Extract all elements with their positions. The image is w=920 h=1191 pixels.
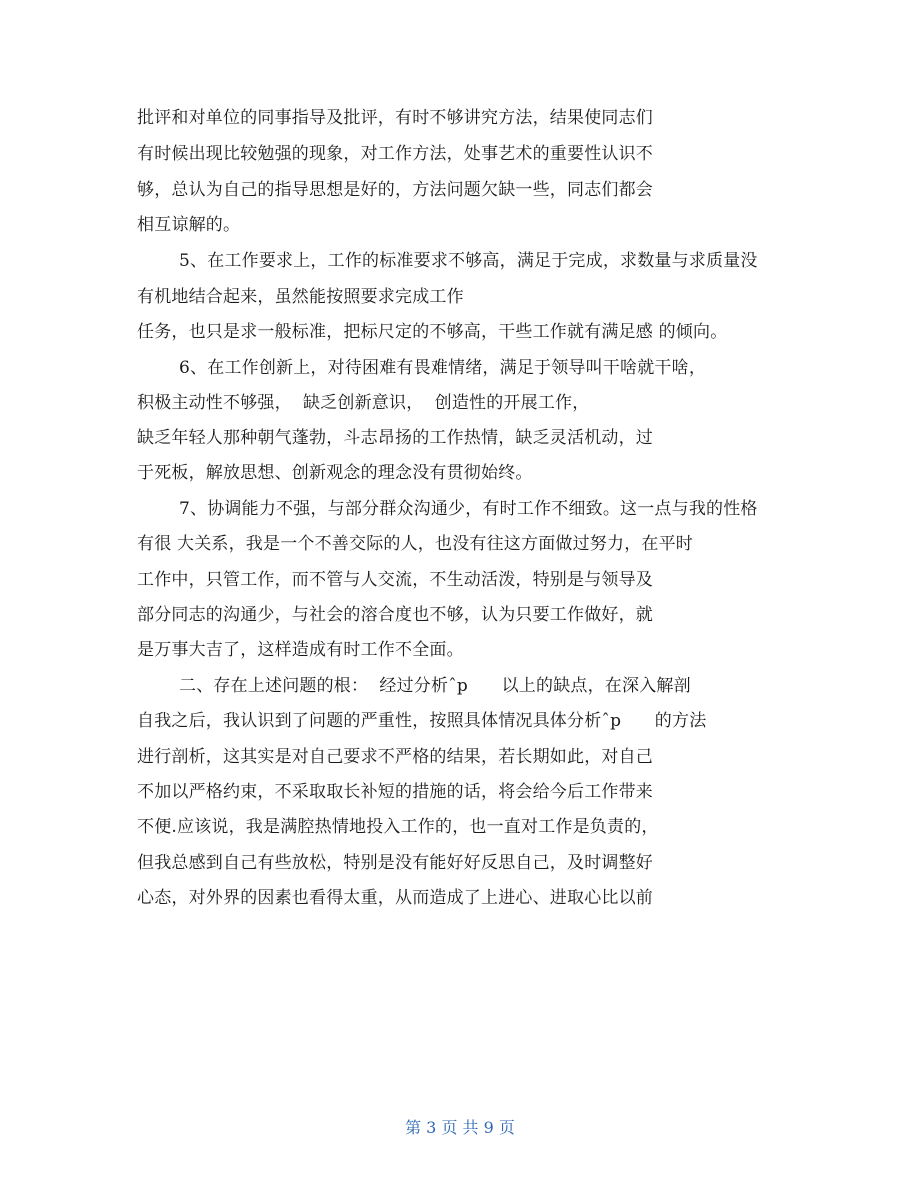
text-line: 进行剖析，这其实是对自己要求不严格的结果，若长期如此，对自己 [137,747,653,767]
text-line: 有机地结合起来，虽然能按照要求完成工作 [137,287,464,307]
text-line: 批评和对单位的同事指导及批评，有时不够讲究方法，结果使同志们 [137,108,653,128]
text-line: 工作中，只管工作，而不管与人交流，不生动活泼，特别是与领导及 [137,570,653,590]
text-line: 6、在工作创新上，对待困难有畏难情绪，满足于领导叫干啥就干啥， [179,358,707,378]
text-line: 自我之后，我认识到了问题的严重性，按照具体情况具体分析ˆp 的方法 [137,711,707,731]
text-line: 于死板，解放思想、创新观念的理念没有贯彻始终。 [137,463,533,483]
text-line: 有很 大关系，我是一个不善交际的人，也没有往这方面做过努力，在平时 [137,534,694,554]
text-line: 缺乏年轻人那种朝气蓬勃，斗志昂扬的工作热情，缺乏灵活机动，过 [137,428,653,448]
text-line: 但我总感到自己有些放松，特别是没有能好好反思自己，及时调整好 [137,853,653,873]
text-line: 任务，也只是求一般标准，把标尺定的不够高，干些工作就有满足感 的倾向。 [137,322,728,342]
text-line: 部分同志的沟通少，与社会的溶合度也不够，认为只要工作做好，就 [137,605,653,625]
text-line: 相互谅解的。 [137,215,241,235]
text-line: 够，总认为自己的指导思想是好的，方法问题欠缺一些，同志们都会 [137,180,653,200]
text-line: 是万事大吉了，这样造成有时工作不全面。 [137,640,464,660]
text-line: 7、协调能力不强，与部分群众沟通少，有时工作不细致。这一点与我的性格 [179,499,758,519]
text-line: 不便.应该说，我是满腔热情地投入工作的，也一直对工作是负责的， [137,817,659,837]
text-line: 二、存在上述问题的根： 经过分析ˆp 以上的缺点，在深入解剖 [179,676,691,696]
text-line: 有时候出现比较勉强的现象，对工作方法，处事艺术的重要性认识不 [137,144,653,164]
text-line: 积极主动性不够强， 缺乏创新意识， 创造性的开展工作， [137,393,590,413]
text-line: 不加以严格约束，不采取取长补短的措施的话，将会给今后工作带来 [137,782,653,802]
page-footer: 第 3 页 共 9 页 [405,1118,515,1137]
text-line: 5、在工作要求上，工作的标准要求不够高，满足于完成，求数量与求质量没 [179,251,758,271]
text-line: 心态，对外界的因素也看得太重，从而造成了上进心、进取心比以前 [137,888,653,908]
